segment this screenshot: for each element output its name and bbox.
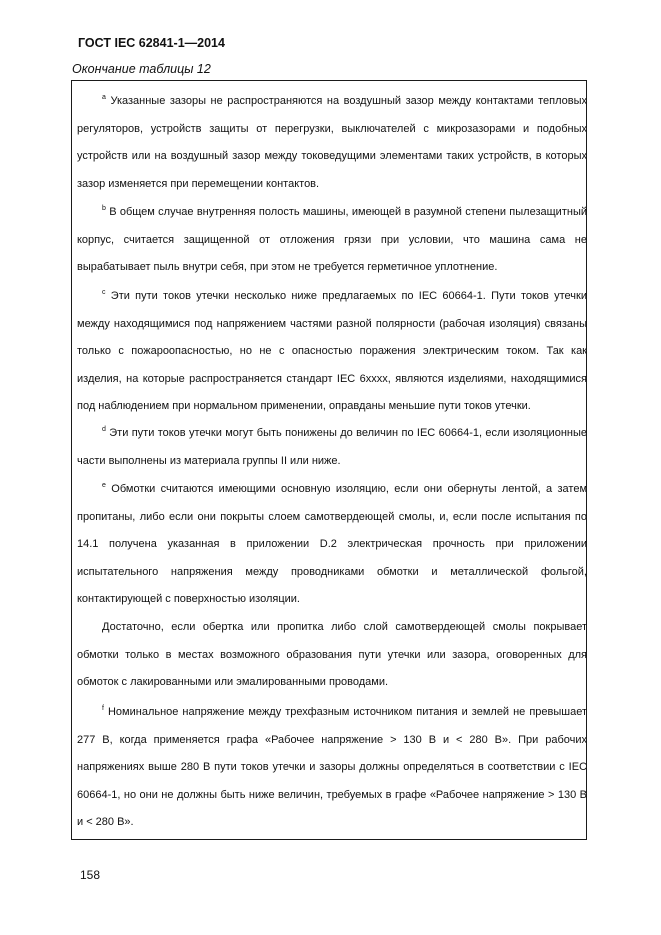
footnote-a-text: Указанные зазоры не распространяются на воздушный зазор между контактами тепловых регуляторов, устройств защиты от перегрузки, выключателей с микрозазорами и подобных устройств или на воздушный зазор между токоведущими элементами таких устройств, в которых зазор изменяется при перемещении контактов.: [77, 95, 587, 190]
footnote-d-text: Эти пути токов утечки могут быть понижены до величин по IEC 60664-1, если изоляционные части выполнены из материала группы II или ниже.: [77, 427, 587, 467]
footnote-mark-f: f: [102, 705, 104, 712]
footnote-c: [77, 283, 587, 421]
footnote-f-text: Номинальное напряжение между трехфазным источником питания и землей не превышает 277 В, когда применяется графа «Рабочее напряжение > 130 В и < 280 В». При рабочих напряжениях выше 280 В пути токов утечки и зазоры должны определяться в соответствии с IEC 60664-1, но они не должны быть ниже величин, требуемых в графе «Рабочее напряжение > 130 В и < 280 В».: [77, 706, 587, 828]
document-header: ГОСТ IEC 62841-1—2014: [78, 36, 225, 50]
footnote-e: [77, 476, 587, 614]
footnote-e-text: Обмотки считаются имеющими основную изоляцию, если они обернуты лентой, а затем пропитаны, либо если они покрыты слоем самотвердеющей смолы, и, если после испытания по 14.1 получена указанная в приложении D.2 электрическая прочность при приложении испытательного напряжения между проводниками обмотки и металлической фольгой, контактирующей с поверхностью изоляции.: [77, 483, 588, 605]
footnote-d: [77, 420, 587, 475]
footnote-a: [77, 88, 587, 198]
footnote-b-text: В общем случае внутренняя полость машины, имеющей в разумной степени пылезащитный корпус, считается защищенной от отложения грязи при условии, что машина сама не вырабатывает пыль внутри себя, при этом не требуется герметичное уплотнение.: [77, 206, 587, 273]
footnote-mark-a: а: [102, 94, 106, 101]
footnote-mark-c: c: [102, 289, 106, 296]
footnote-f: [77, 699, 587, 837]
footnote-mark-e: e: [102, 482, 106, 489]
page-number: 158: [80, 868, 101, 882]
footnote-b: [77, 199, 587, 282]
footnote-mark-d: d: [102, 426, 106, 433]
footnote-c-text: Эти пути токов утечки несколько ниже предлагаемых по IEC 60664-1. Пути токов утечки между находящимися под напряжением частями разной полярности (рабочая изоляция) связаны только с пожароопасностью, но не с опасностью поражения электрическим током. Так как изделия, на которые распространяется стандарт IEC 6хххх, являются изделиями, находящимися под наблюдением при нормальном применении, оправданы меньшие пути токов утечки.: [77, 290, 587, 412]
table-continuation-caption: Окончание таблицы 12: [72, 62, 211, 76]
footnote-mark-b: b: [102, 205, 106, 212]
footnote-e-continued: Достаточно, если обертка или пропитка либо слой самотвердеющей смолы покрывает обмотки только в местах возможного образования пути утечки или зазора, оговоренных для обмоток с лакированными или эмалированными проводами.: [77, 621, 587, 688]
